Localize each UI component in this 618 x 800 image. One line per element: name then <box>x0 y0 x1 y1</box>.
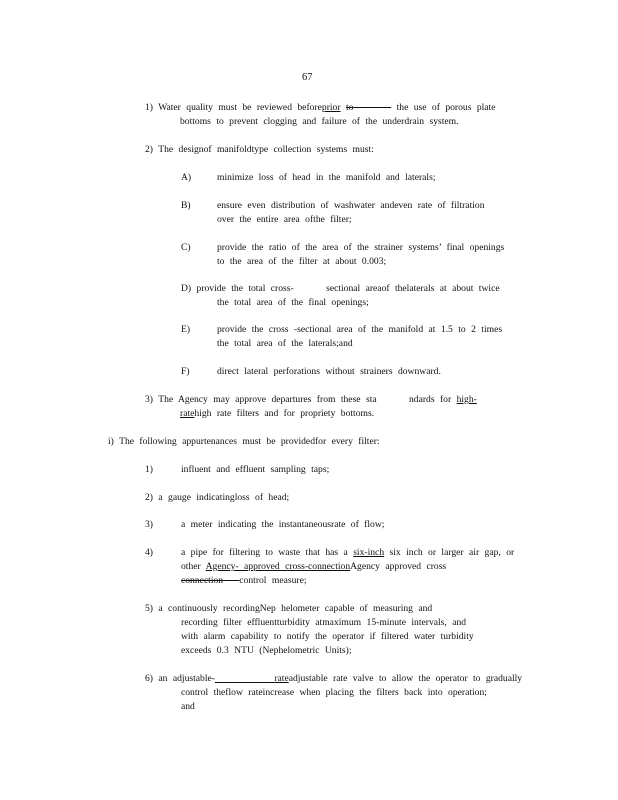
item-i2-text: 2) a gauge indicatingloss of head; <box>145 492 290 503</box>
item-i4-label: 4) <box>145 547 153 558</box>
item-i-intro: i) The following appurtenances must be providedfor every filter: <box>108 436 380 447</box>
item-i5-line-2: recording filter effluentturbidity atmaximum 15-minute intervals, and <box>181 617 467 628</box>
item-2b-text-1: ensure even distribution of washwater andeven rate of filtration <box>217 200 485 211</box>
item-i4-l2-a: other <box>181 561 201 572</box>
item-3-line-1 <box>145 394 477 406</box>
item-i4-line-3 <box>181 575 307 587</box>
item-1-line-2: bottoms to prevent clogging and failure of the underdrain system. <box>180 116 459 127</box>
item-2c-label: C) <box>181 242 191 253</box>
item-i3-label: 3) <box>145 519 153 530</box>
item-i4-underlined: six-inch <box>353 547 385 558</box>
item-1-line-1 <box>145 102 495 114</box>
item-i5-line-1: 5) a continuously recordingNep helometer capable of measuring and <box>145 603 433 614</box>
item-i6-line-1 <box>145 673 522 685</box>
item-i6-text-b: adjustable rate valve to allow the operator to gradually <box>288 673 523 684</box>
item-3-underlined-a: high- <box>456 394 477 405</box>
item-i4-l3-deleted: connection <box>181 575 224 586</box>
item-2e-label: E) <box>181 324 191 335</box>
item-2e-text-1: provide the cross -sectional area of the manifold at 1.5 to 2 times <box>217 324 503 335</box>
item-3-line-2 <box>180 408 374 420</box>
item-2a-label: A) <box>181 172 192 183</box>
item-i4-l2-b: Agency approved cross <box>350 561 447 572</box>
item-i3-text: a meter indicating the instantaneousrate of flow; <box>181 519 385 530</box>
item-1-inserted: prior <box>321 102 341 113</box>
item-i6-line-3: and <box>181 701 195 712</box>
item-2e-text-2: the total area of the laterals;and <box>217 338 353 349</box>
item-2a-text: minimize loss of head in the manifold and laterals; <box>217 172 436 183</box>
item-2-intro: 2) The designof manifoldtype collection systems must: <box>145 144 374 155</box>
item-2b-label: B) <box>181 200 191 211</box>
item-i4-line-2 <box>181 561 446 573</box>
item-i4-line-1 <box>181 547 514 559</box>
item-i4-text-a: a pipe for filtering to waste that has a <box>181 547 348 558</box>
item-1-text-a: 1) Water quality must be reviewed before <box>145 102 322 113</box>
item-i1-text: influent and effluent sampling taps; <box>181 464 330 475</box>
item-2c-text-1: provide the ratio of the area of the strainer systems’ final openings <box>217 242 505 253</box>
item-i4-text-b: six inch or larger air gap, or <box>389 547 515 558</box>
item-i6-text-a: 6) an adjustable- <box>145 673 215 684</box>
item-1-deleted: to <box>345 102 354 113</box>
item-3-text-b: high rate filters and for propriety bottoms. <box>194 408 375 419</box>
item-2c-text-2: to the area of the filter at about 0.003; <box>217 256 387 267</box>
item-3-underlined-b: rate <box>180 408 195 419</box>
item-2f-label: F) <box>181 366 190 377</box>
item-2d-text-1: D) provide the total cross- sectional areaof thelaterals at about twice <box>181 283 500 294</box>
item-1-text-b: the use of porous plate <box>396 102 496 113</box>
item-i6-line-2: control theflow rateincrease when placing the filters back into operation; <box>181 687 487 698</box>
item-2b-text-2: over the entire area ofthe filter; <box>217 214 352 225</box>
item-3-text-a: 3) The Agency may approve departures from these sta ndards for <box>145 394 452 405</box>
item-i1-label: 1) <box>145 464 153 475</box>
item-i4-l2-underlined: Agency- approved cross-connection <box>205 561 351 572</box>
item-2d-text-2: the total area of the final openings; <box>217 297 369 308</box>
item-i5-line-3: with alarm capability to notify the operator if filtered water turbidity <box>181 631 474 642</box>
item-i4-l3-b: control measure; <box>239 575 307 586</box>
item-i5-line-4: exceeds 0.3 NTU (Nephelometric Units); <box>181 645 352 656</box>
item-2f-text: direct lateral perforations without strainers downward. <box>217 366 441 377</box>
item-i6-underlined: rate <box>274 673 289 684</box>
page-number: 67 <box>302 72 313 83</box>
